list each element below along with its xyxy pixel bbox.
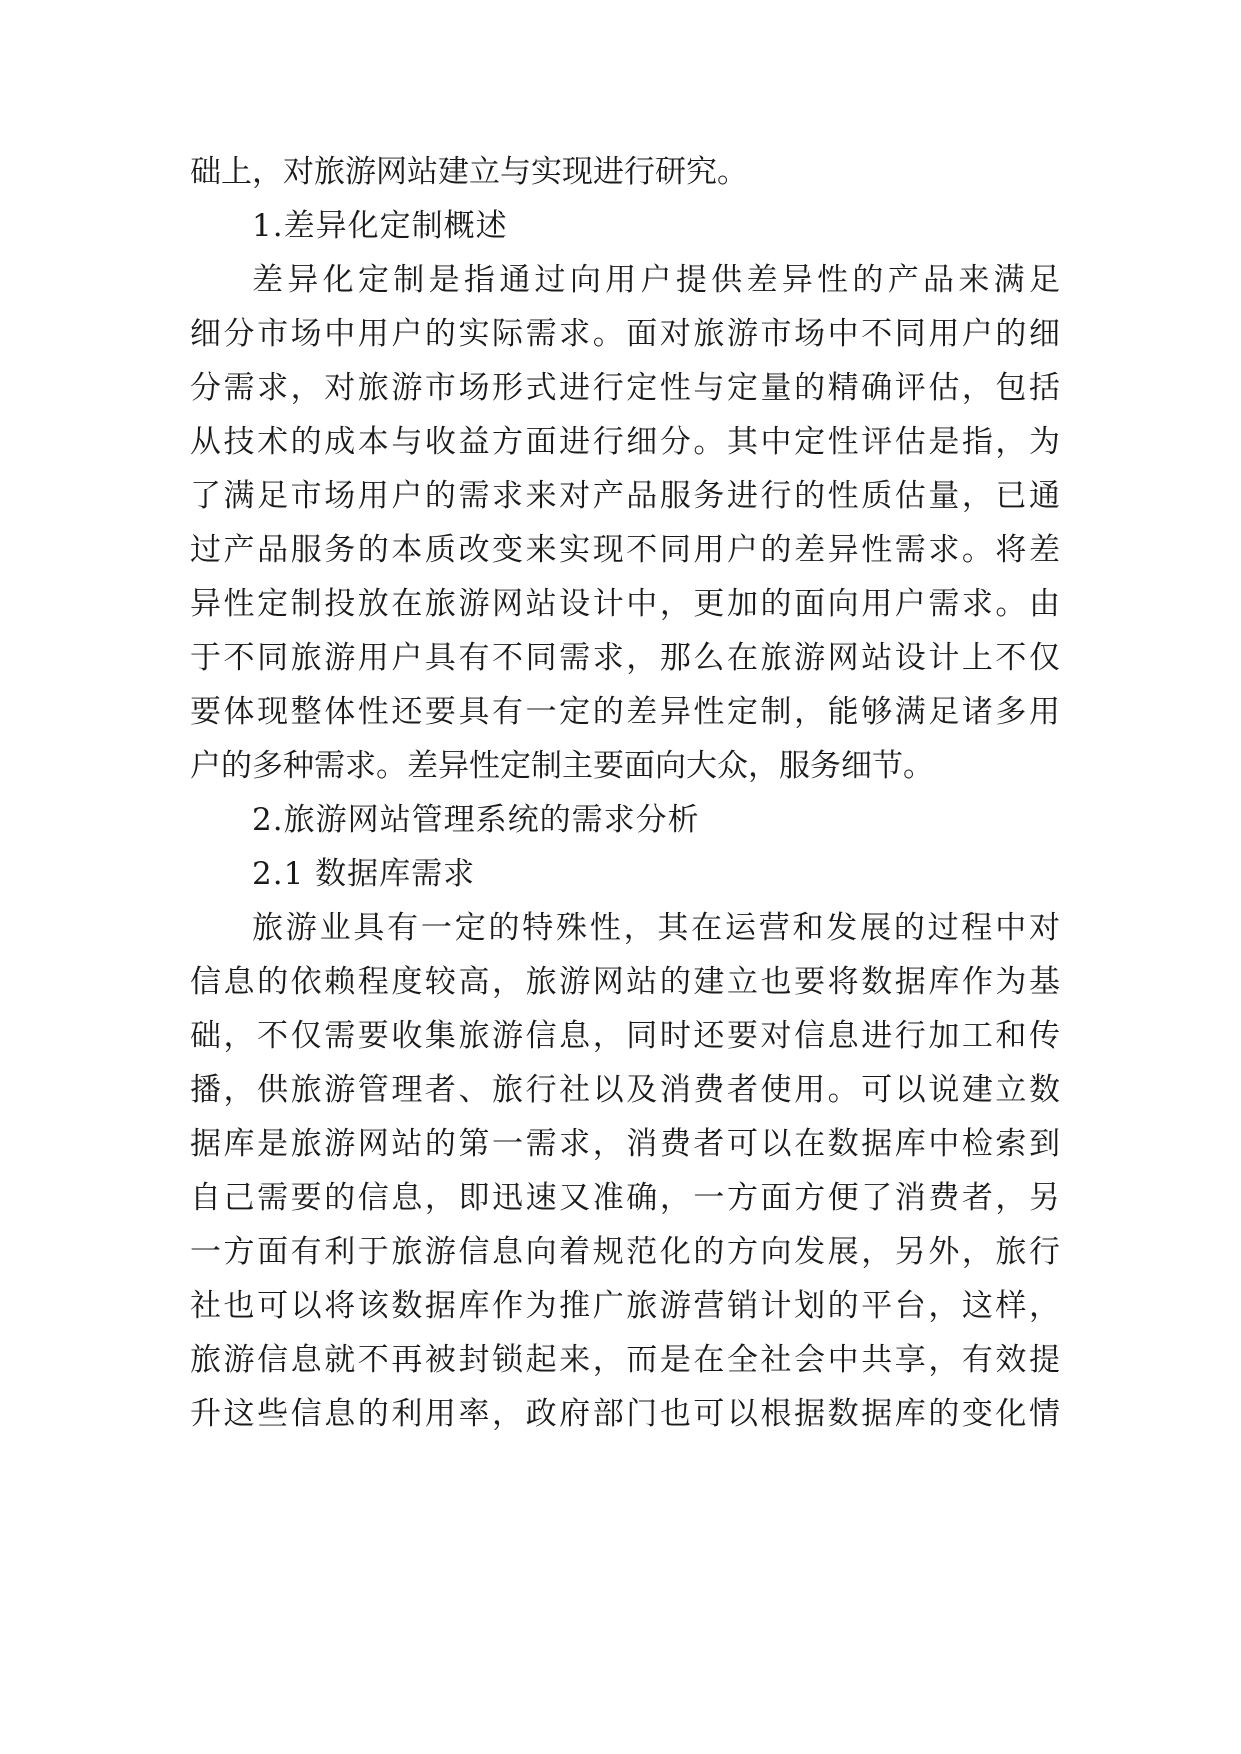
paragraph-line: 要体现整体性还要具有一定的差异性定制，能够满足诸多用 <box>190 694 1060 730</box>
paragraph-line: 旅游业具有一定的特殊性，其在运营和发展的过程中对 <box>252 910 1060 946</box>
section-heading: 1.差异化定制概述 <box>252 208 508 244</box>
paragraph-line: 旅游信息就不再被封锁起来，而是在全社会中共享，有效提 <box>190 1342 1060 1378</box>
paragraph-line: 于不同旅游用户具有不同需求，那么在旅游网站设计上不仅 <box>190 640 1060 676</box>
paragraph-line: 信息的依赖程度较高，旅游网站的建立也要将数据库作为基 <box>190 964 1060 1000</box>
paragraph-line: 据库是旅游网站的第一需求，消费者可以在数据库中检索到 <box>190 1126 1060 1162</box>
subsection-heading: 2.1 数据库需求 <box>252 856 476 892</box>
paragraph-line: 从技术的成本与收益方面进行细分。其中定性评估是指，为 <box>190 424 1060 460</box>
paragraph-line: 自己需要的信息，即迅速又准确，一方面方便了消费者，另 <box>190 1180 1060 1216</box>
paragraph-line: 过产品服务的本质改变来实现不同用户的差异性需求。将差 <box>190 532 1060 568</box>
paragraph-line: 了满足市场用户的需求来对产品服务进行的性质估量，已通 <box>190 478 1060 514</box>
paragraph-line: 一方面有利于旅游信息向着规范化的方向发展，另外，旅行 <box>190 1234 1060 1270</box>
paragraph-line: 础上，对旅游网站建立与实现进行研究。 <box>190 154 748 190</box>
paragraph-line: 差异化定制是指通过向用户提供差异性的产品来满足 <box>252 262 1060 298</box>
paragraph-line: 分需求，对旅游市场形式进行定性与定量的精确评估，包括 <box>190 370 1060 406</box>
paragraph-line: 播，供旅游管理者、旅行社以及消费者使用。可以说建立数 <box>190 1072 1060 1108</box>
paragraph-line: 升这些信息的利用率，政府部门也可以根据数据库的变化情 <box>190 1396 1060 1432</box>
paragraph-line: 础，不仅需要收集旅游信息，同时还要对信息进行加工和传 <box>190 1018 1060 1054</box>
paragraph-line: 细分市场中用户的实际需求。面对旅游市场中不同用户的细 <box>190 316 1060 352</box>
section-heading: 2.旅游网站管理系统的需求分析 <box>252 802 700 838</box>
paragraph-line: 社也可以将该数据库作为推广旅游营销计划的平台，这样， <box>190 1288 1060 1324</box>
paragraph-line: 户的多种需求。差异性定制主要面向大众，服务细节。 <box>190 748 934 784</box>
paragraph-line: 异性定制投放在旅游网站设计中，更加的面向用户需求。由 <box>190 586 1060 622</box>
